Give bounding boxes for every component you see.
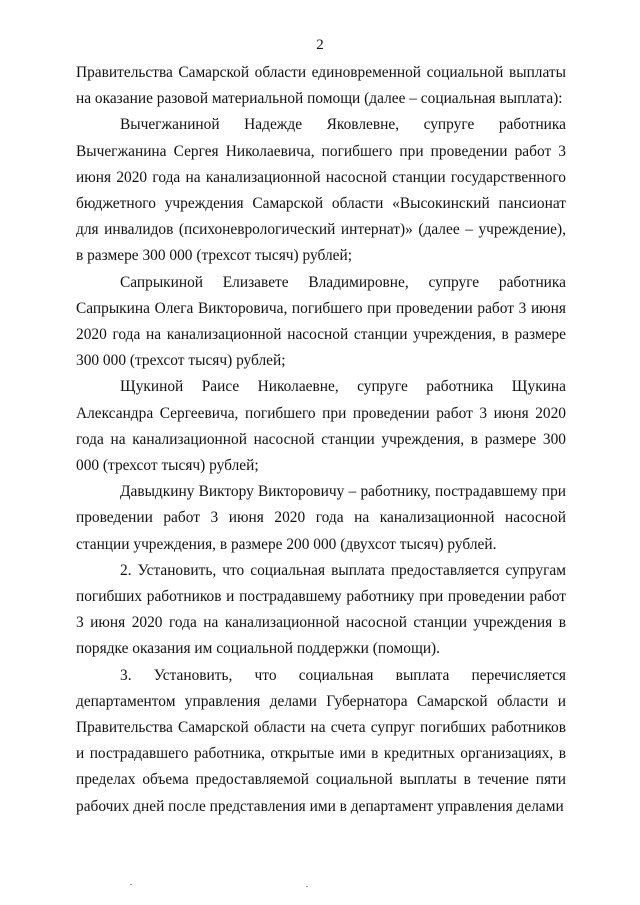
paragraph-shchukina: Щукиной Раисе Николаевне, супруге работника Щукина Александра Сергеевича, погибшего при проведении работ 3 июня 2020 года на канализационной насосной станции учреждения, в размере 300 000 (трехсот тысяч) рублей;: [76, 378, 566, 475]
scan-speck: [306, 886, 308, 887]
paragraph-saprykina: Сапрыкиной Елизавете Владимировне, супруге работника Сапрыкина Олега Викторовича, погибшего при проведении работ 3 июня 2020 года на канализационной насосной станции учреждения, в размере 300 000 (трехсот тысяч) рублей;: [76, 273, 566, 370]
paragraph-clause-3: 3. Установить, что социальная выплата перечисляется департаментом управления делами Губернатора Самарской области и Правительства Самарской области на счета супруг погибших работников и пострадавшего работника, открытые ими в кредитных организациях, в пределах объема предоставляемой социальной выплаты в течение пяти рабочих дней после представления ими в департамент управления делами: [76, 666, 566, 815]
paragraph-continuation: Правительства Самарской области единовременной социальной выплаты на оказание разовой материальной помощи (далее – социальная выплата):: [76, 64, 566, 108]
paragraph-clause-2: 2. Установить, что социальная выплата предоставляется супругам погибших работников и пострадавшему работнику при проведении работ 3 июня 2020 года на канализационной насосной станции учреждения в порядке оказания им социальной поддержки (помощи).: [76, 561, 566, 658]
scan-speck: [130, 884, 132, 885]
paragraph-davydkin: Давыдкину Виктору Викторовичу – работнику, пострадавшему при проведении работ 3 июня 2020 года на канализационной насосной станции учреждения, в размере 200 000 (двухсот тысяч) рублей.: [76, 483, 566, 553]
page-number: 2: [316, 37, 324, 53]
paragraph-vychegzhanina: Вычегжаниной Надежде Яковлевне, супруге работника Вычегжанина Сергея Николаевича, погибшего при проведении работ 3 июня 2020 года на канализационной насосной станции государственного бюджетного учреждения Самарской области «Высокинский пансионат для инвалидов (психоневрологический интернат)» (далее – учреждение), в размере 300 000 (трехсот тысяч) рублей;: [76, 116, 566, 265]
document-body: [76, 60, 566, 820]
